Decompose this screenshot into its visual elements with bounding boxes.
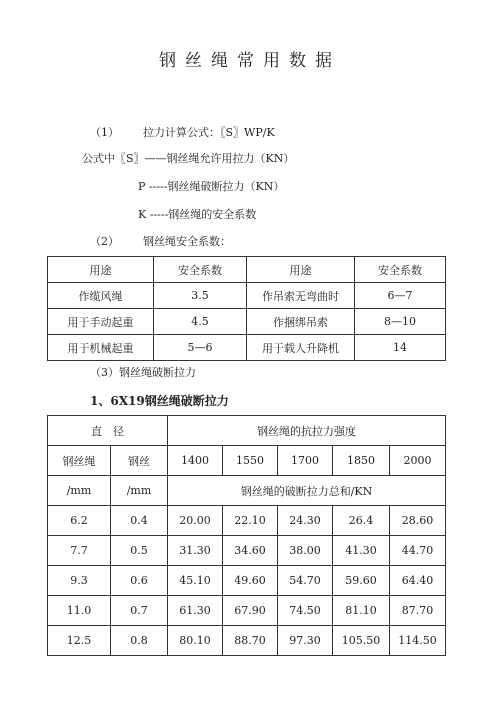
safety-section-heading [90,233,231,249]
safety-factor-table [47,256,446,361]
breaking-section-heading: （3）钢丝绳破断拉力 [90,366,196,379]
table-row [48,309,446,335]
table-row [48,506,446,536]
table-cell: 11.0 [48,596,111,626]
table-cell: 34.60 [223,536,278,566]
table-cell: 31.30 [168,536,223,566]
table-cell: 用于手动起重 [48,309,154,335]
table-header-row [48,446,446,476]
grade-cell: 1700 [278,446,333,476]
table-row [48,596,446,626]
table-cell: 87.70 [390,596,446,626]
formula-explain-p: P -----钢丝绳破断拉力（KN） [138,180,285,193]
table-cell: 0.6 [111,566,168,596]
table-cell: 44.70 [390,536,446,566]
strength-header: 钢丝绳的抗拉力强度 [168,416,446,446]
table-cell: 88.70 [223,626,278,656]
table-cell: 97.30 [278,626,333,656]
grade-cell: 1850 [333,446,390,476]
table-cell: 0.4 [111,506,168,536]
wire-label: 钢丝 [111,446,168,476]
page-title: 钢丝绳常用数据 [159,51,341,71]
grade-cell: 1400 [168,446,223,476]
rope-unit: /mm [48,476,111,506]
table-cell: 41.30 [333,536,390,566]
table-cell: 9.3 [48,566,111,596]
table-cell: 59.60 [333,566,390,596]
grade-cell: 2000 [390,446,446,476]
table-cell: 26.4 [333,506,390,536]
table-row [48,626,446,656]
force-header: 钢丝绳的破断拉力总和/KN [168,476,446,506]
table-cell: 8—10 [355,309,446,335]
table-cell: 6—7 [355,283,446,309]
table-cell: 12.5 [48,626,111,656]
table-cell: 49.60 [223,566,278,596]
table-cell: 80.10 [168,626,223,656]
table-cell: 114.50 [390,626,446,656]
table-cell: 0.5 [111,536,168,566]
header-cell: 用途 [247,257,355,283]
header-cell: 用途 [48,257,154,283]
table-cell: 用于载人升降机 [247,335,355,361]
table-cell: 3.5 [154,283,247,309]
formula-explain-s: 公式中〖S〗——钢丝绳允许用拉力（KN） [82,152,295,165]
breaking-subheading: 1、6X19钢丝绳破断拉力 [90,394,229,408]
table-cell: 67.90 [223,596,278,626]
table-cell: 61.30 [168,596,223,626]
header-cell: 安全系数 [355,257,446,283]
table-cell: 22.10 [223,506,278,536]
table-cell: 28.60 [390,506,446,536]
table-cell: 作捆绑吊索 [247,309,355,335]
table-cell: 作吊索无弯曲时 [247,283,355,309]
table-cell: 38.00 [278,536,333,566]
table-cell: 54.70 [278,566,333,596]
table-cell: 105.50 [333,626,390,656]
table-cell: 20.00 [168,506,223,536]
rope-label: 钢丝绳 [48,446,111,476]
formula-line [90,124,275,140]
table-cell: 用于机械起重 [48,335,154,361]
diameter-header: 直 径 [48,416,168,446]
table-cell: 7.7 [48,536,111,566]
table-cell: 4.5 [154,309,247,335]
table-cell: 5—6 [154,335,247,361]
table-cell: 81.10 [333,596,390,626]
table-cell: 14 [355,335,446,361]
table-header-row [48,416,446,446]
safety-heading-text: 钢丝绳安全系数： [143,235,231,248]
table-row [48,536,446,566]
grade-cell: 1550 [223,446,278,476]
table-cell: 74.50 [278,596,333,626]
table-cell: 6.2 [48,506,111,536]
table-header-row [48,257,446,283]
table-row [48,283,446,309]
table-cell: 24.30 [278,506,333,536]
table-cell: 0.8 [111,626,168,656]
breaking-force-table [47,415,446,656]
safety-item-number: （2） [90,235,119,248]
table-cell: 作缆风绳 [48,283,154,309]
table-row [48,335,446,361]
wire-unit: /mm [111,476,168,506]
formula-explain-k: K -----钢丝绳的安全系数 [138,208,257,221]
table-cell: 64.40 [390,566,446,596]
table-cell: 45.10 [168,566,223,596]
table-cell: 0.7 [111,596,168,626]
table-row [48,566,446,596]
formula-item-number: （1） [90,126,119,139]
header-cell: 安全系数 [154,257,247,283]
formula-text: 拉力计算公式：〖S〗WP/K [143,126,275,139]
table-header-row [48,476,446,506]
